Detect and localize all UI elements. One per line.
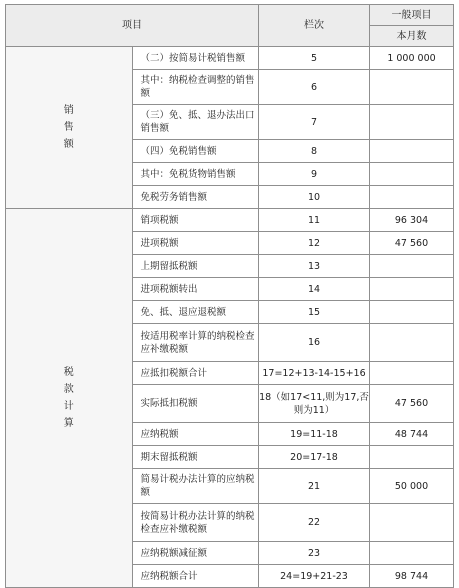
row-column-number: 12: [259, 232, 370, 255]
row-column-number: 7: [259, 105, 370, 140]
row-month-value: 98 744: [370, 565, 454, 588]
header-item: 项目: [6, 5, 259, 47]
row-month-value: [370, 163, 454, 186]
section-label-cell: [6, 209, 133, 588]
row-month-value: [370, 70, 454, 105]
row-month-value: [370, 186, 454, 209]
tax-return-table-container: [5, 4, 454, 588]
row-month-value: 47 560: [370, 385, 454, 423]
row-month-value: [370, 278, 454, 301]
row-item: 进项税额: [132, 232, 259, 255]
row-month-value: [370, 446, 454, 469]
row-month-value: [370, 504, 454, 542]
row-column-number: 16: [259, 324, 370, 362]
row-column-number: 11: [259, 209, 370, 232]
table-row: [6, 209, 454, 232]
row-column-number: 22: [259, 504, 370, 542]
row-item: 上期留抵税额: [132, 255, 259, 278]
row-column-number: 24=19+21-23: [259, 565, 370, 588]
row-column-number: 20=17-18: [259, 446, 370, 469]
row-column-number: 15: [259, 301, 370, 324]
row-item: （四）免税销售额: [132, 140, 259, 163]
section-label: 税款计算: [63, 367, 74, 429]
row-item: 按简易计税办法计算的纳税检查应补缴税额: [132, 504, 259, 542]
row-item: 应纳税额合计: [132, 565, 259, 588]
row-item: 简易计税办法计算的应纳税额: [132, 469, 259, 504]
row-month-value: [370, 105, 454, 140]
row-item: 销项税额: [132, 209, 259, 232]
row-column-number: 6: [259, 70, 370, 105]
row-month-value: [370, 140, 454, 163]
row-column-number: 9: [259, 163, 370, 186]
row-month-value: [370, 542, 454, 565]
row-month-value: 47 560: [370, 232, 454, 255]
row-month-value: [370, 324, 454, 362]
row-column-number: 10: [259, 186, 370, 209]
row-column-number: 18（如17<11,则为17,否则为11）: [259, 385, 370, 423]
row-item: 进项税额转出: [132, 278, 259, 301]
section-label: 销售额: [63, 105, 74, 150]
row-item: 实际抵扣税额: [132, 385, 259, 423]
row-month-value: 1 000 000: [370, 47, 454, 70]
header-current-month: 本月数: [370, 26, 454, 47]
section-label-cell: [6, 47, 133, 209]
row-item: （二）按简易计税销售额: [132, 47, 259, 70]
row-item: 按适用税率计算的纳税检查应补缴税额: [132, 324, 259, 362]
row-item: 免税劳务销售额: [132, 186, 259, 209]
row-item: 免、抵、退应退税额: [132, 301, 259, 324]
row-month-value: [370, 362, 454, 385]
row-column-number: 21: [259, 469, 370, 504]
table-body: [6, 47, 454, 588]
row-column-number: 13: [259, 255, 370, 278]
header-column: 栏次: [259, 5, 370, 47]
row-month-value: [370, 255, 454, 278]
row-item: 应纳税额减征额: [132, 542, 259, 565]
row-column-number: 14: [259, 278, 370, 301]
row-column-number: 17=12+13-14-15+16: [259, 362, 370, 385]
row-item: 其中：免税货物销售额: [132, 163, 259, 186]
header-general-project: 一般项目: [370, 5, 454, 26]
row-column-number: 5: [259, 47, 370, 70]
row-item: 期末留抵税额: [132, 446, 259, 469]
row-month-value: 96 304: [370, 209, 454, 232]
row-item: （三）免、抵、退办法出口销售额: [132, 105, 259, 140]
row-month-value: [370, 301, 454, 324]
table-header: [6, 5, 454, 47]
row-column-number: 23: [259, 542, 370, 565]
row-item: 应纳税额: [132, 423, 259, 446]
row-month-value: 48 744: [370, 423, 454, 446]
row-item: 其中：纳税检查调整的销售额: [132, 70, 259, 105]
header-row-1: [6, 5, 454, 26]
table-row: [6, 47, 454, 70]
vat-tax-return-table: [5, 4, 454, 588]
row-month-value: 50 000: [370, 469, 454, 504]
row-column-number: 8: [259, 140, 370, 163]
row-item: 应抵扣税额合计: [132, 362, 259, 385]
row-column-number: 19=11-18: [259, 423, 370, 446]
